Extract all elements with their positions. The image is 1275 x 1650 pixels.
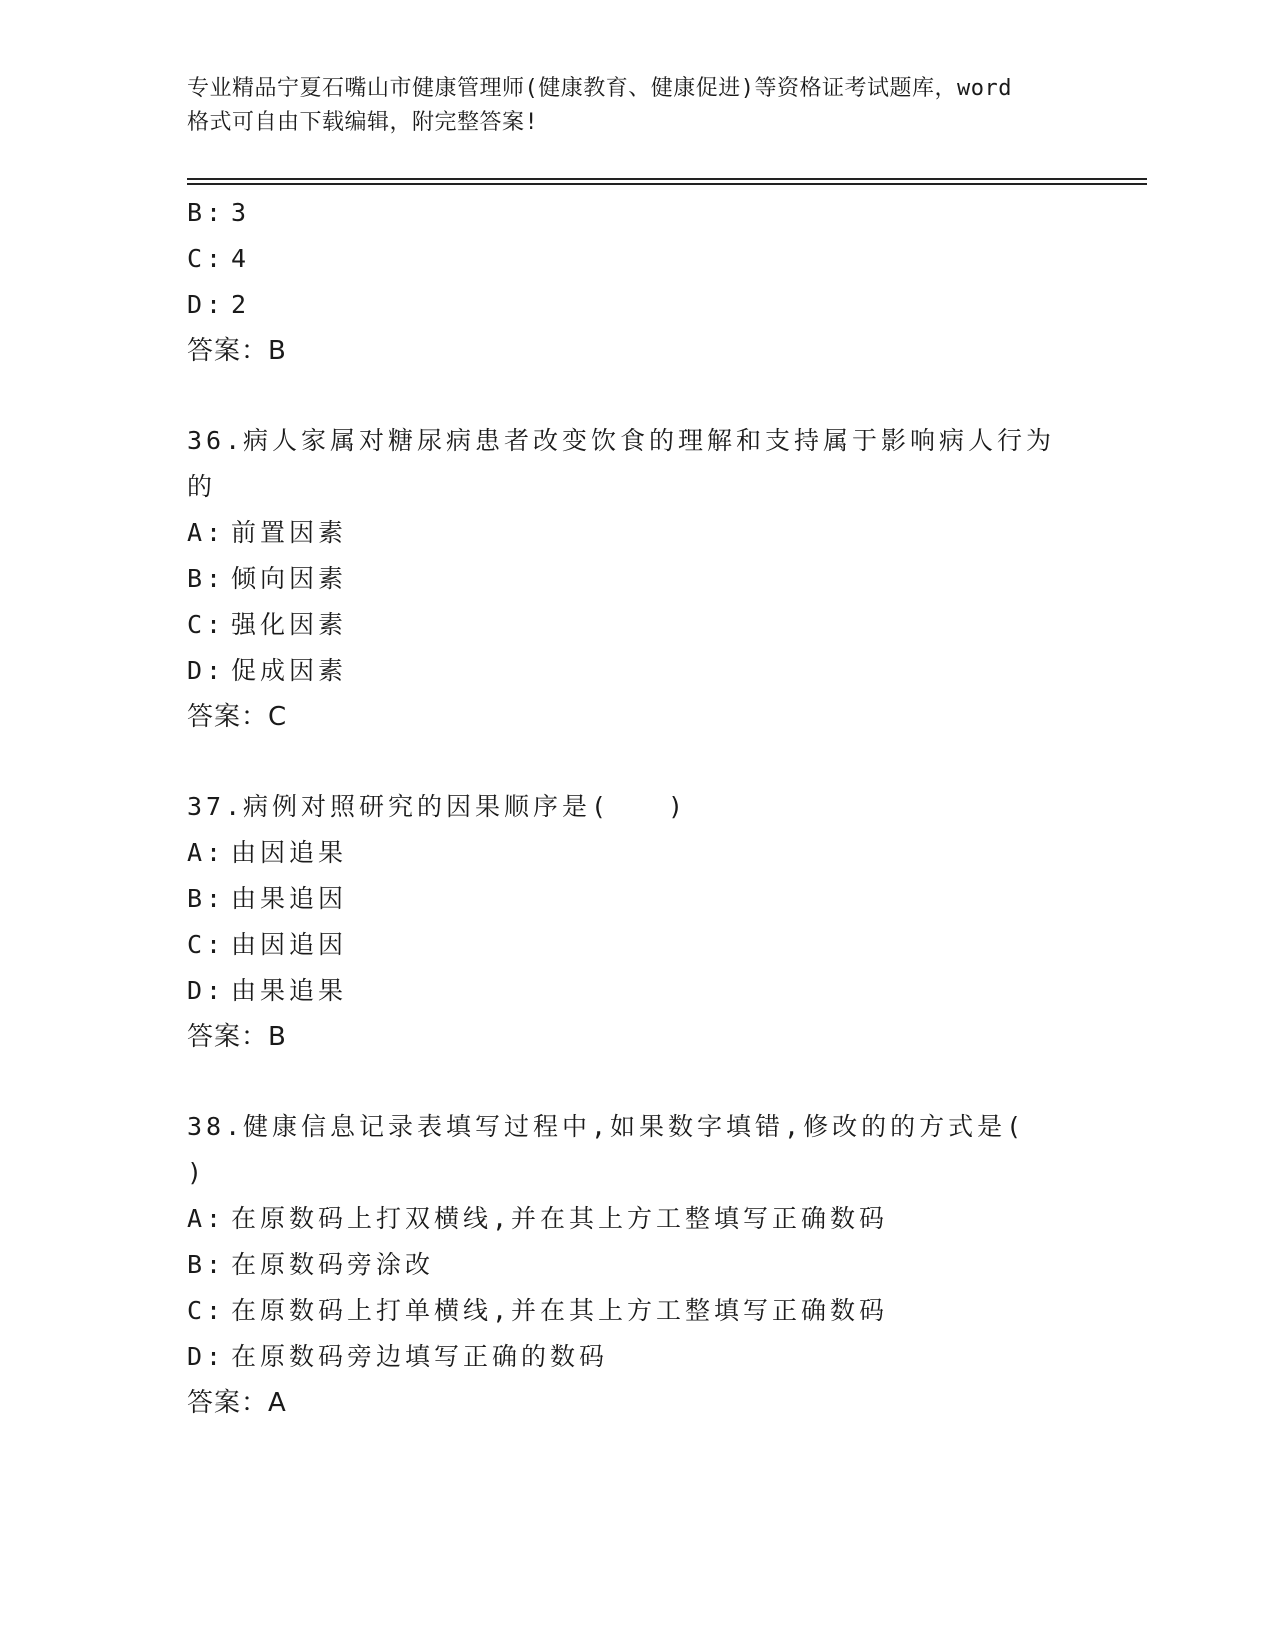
- option-d: D: 2: [187, 290, 251, 319]
- question-37: [187, 784, 1087, 1060]
- question-stem: 38.健康信息记录表填写过程中,如果数字填错,修改的的方式是(: [187, 1104, 1087, 1150]
- header-rule-top: [187, 178, 1147, 180]
- option-c: C: 由因追因: [187, 930, 348, 959]
- header-line-2: 格式可自由下载编辑，附完整答案!: [187, 110, 539, 135]
- question-35: [187, 190, 1087, 374]
- question-stem: 36.病人家属对糖尿病患者改变饮食的理解和支持属于影响病人行为: [187, 418, 1087, 464]
- option-d: D: 在原数码旁边填写正确的数码: [187, 1342, 609, 1371]
- question-number: 37.: [187, 792, 245, 821]
- spacer: [187, 1060, 1087, 1104]
- answer-line: 答案：C: [187, 702, 288, 732]
- header-rule-bottom: [187, 183, 1147, 185]
- option-d: D: 促成因素: [187, 656, 348, 685]
- option-a: A: 由因追果: [187, 838, 348, 867]
- option-c: C: 在原数码上打单横线,并在其上方工整填写正确数码: [187, 1296, 889, 1325]
- option-b: B: 3: [187, 198, 251, 227]
- question-stem: 37.病例对照研究的因果顺序是( ): [187, 784, 1087, 830]
- option-b: B: 在原数码旁涂改: [187, 1250, 435, 1279]
- question-number: 36.: [187, 426, 245, 455]
- spacer: [187, 740, 1087, 784]
- question-list: [187, 190, 1087, 1426]
- spacer: [187, 374, 1087, 418]
- option-c: C: 4: [187, 244, 251, 273]
- question-38: [187, 1104, 1087, 1426]
- option-a: A: 前置因素: [187, 518, 348, 547]
- option-c: C: 强化因素: [187, 610, 348, 639]
- option-a: A: 在原数码上打双横线,并在其上方工整填写正确数码: [187, 1204, 889, 1233]
- document-header: [187, 72, 1087, 140]
- option-b: B: 倾向因素: [187, 564, 348, 593]
- answer-line: 答案：B: [187, 1022, 287, 1052]
- option-b: B: 由果追因: [187, 884, 348, 913]
- question-stem-continued: ): [187, 1158, 207, 1187]
- answer-line: 答案：A: [187, 1388, 287, 1418]
- answer-line: 答案：B: [187, 336, 287, 366]
- option-d: D: 由果追果: [187, 976, 348, 1005]
- question-36: [187, 418, 1087, 740]
- question-number: 38.: [187, 1112, 245, 1141]
- header-line-1: 专业精品宁夏石嘴山市健康管理师(健康教育、健康促进)等资格证考试题库，word: [187, 76, 1012, 101]
- question-stem-continued: 的: [187, 472, 217, 501]
